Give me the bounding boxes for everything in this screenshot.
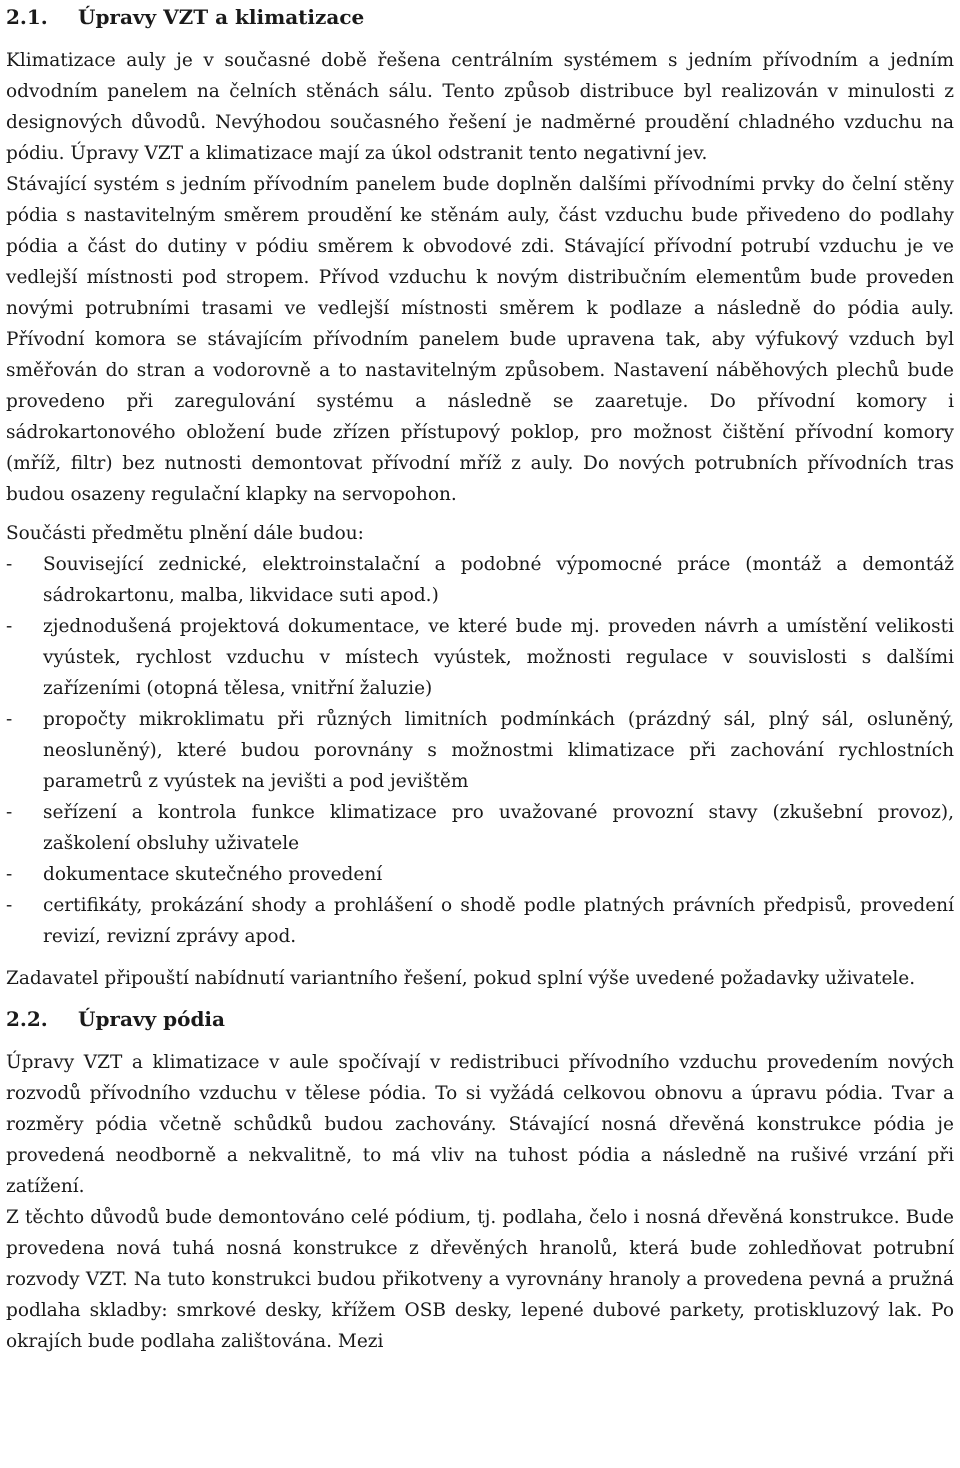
parts-intro: Součásti předmětu plnění dále budou: bbox=[6, 523, 364, 544]
list-item bbox=[6, 611, 954, 704]
dash-bullet: - bbox=[6, 616, 13, 637]
paragraph-podium-demolition: Z těchto důvodů bude demontováno celé pódium, tj. podlaha, čelo i nosná dřevěná konstrukce. Bude provedena nová tuhá nosná konstrukce z dřevěných hranolů, která bude zohledňovat potrubní rozvody VZT. Na tuto konstrukci budou přikotveny a vyrovnány hranoly a provedena pevná a pružná podlaha skladby: smrkové desky, křížem OSB desky, lepené dubové parkety, protiskluzový lak. Po okrajích bude podlaha zalištována. Mezi bbox=[6, 1207, 954, 1352]
list-item-text: zjednodušená projektová dokumentace, ve které bude mj. proveden návrh a umístění velikosti vyústek, rychlost vzduchu v místech vyústek, možnosti regulace v souvislosti s dalšími zařízeními (otopná tělesa, vnitřní žaluzie) bbox=[43, 616, 954, 699]
list-item bbox=[6, 797, 954, 859]
list-item-text: certifikáty, prokázání shody a prohlášení o shodě podle platných právních předpisů, provedení revizí, revizní zprávy apod. bbox=[43, 895, 954, 947]
section-heading-vzt bbox=[6, 0, 954, 33]
list-item-text: propočty mikroklimatu při různých limitních podmínkách (prázdný sál, plný sál, osluněný, neosluněný), které budou porovnány s možnostmi klimatizace při zachování rychlostních parametrů z vyústek na jevišti a pod jevištěm bbox=[43, 709, 954, 792]
section-heading-podium bbox=[6, 1004, 954, 1035]
list-item bbox=[6, 704, 954, 797]
list-item bbox=[6, 549, 954, 611]
dash-bullet: - bbox=[6, 802, 13, 823]
paragraph-existing-system: Stávající systém s jedním přívodním panelem bude doplněn dalšími přívodními prvky do čelní stěny pódia s nastavitelným směrem proudění ke stěnám auly, část vzduchu bude přivedeno do podlahy pódia a část do dutiny v pódiu směrem k obvodové zdi. Stávající přívodní potrubí vzduchu je ve vedlejší místnosti pod stropem. Přívod vzduchu k novým distribučním elementům bude proveden novými potrubními trasami ve vedlejší místnosti směrem k podlaze a následně do pódia auly. Přívodní komora se stávajícím přívodním panelem bude upravena tak, aby výfukový vzduch byl směřován do stran a vodorovně a to nastavitelným způsobem. Nastavení náběhových plechů bude provedeno při zaregulování systému a následně se zaaretuje. Do přívodní komory i sádrokartonového obložení bude zřízen přístupový poklop, pro možnost čištění přívodní komory (mříž, filtr) bez nutnosti demontovat přívodní mříž z auly. Do nových potrubních přívodních tras budou osazeny regulační klapky na servopohon. bbox=[6, 174, 954, 505]
dash-bullet: - bbox=[6, 554, 13, 575]
list-item-text: Související zednické, elektroinstalační a podobné výpomocné práce (montáž a demontáž sádrokartonu, malba, likvidace suti apod.) bbox=[43, 554, 954, 606]
dash-bullet: - bbox=[6, 864, 13, 885]
dash-bullet: - bbox=[6, 709, 13, 730]
dash-bullet: - bbox=[6, 895, 13, 916]
section-title: Úpravy pódia bbox=[78, 1007, 225, 1031]
parts-list bbox=[6, 549, 954, 952]
section-number: 2.2. bbox=[6, 1007, 48, 1031]
list-item bbox=[6, 859, 954, 890]
paragraph-variant-note: Zadavatel připouští nabídnutí variantního řešení, pokud splní výše uvedené požadavky uživatele. bbox=[6, 968, 916, 989]
list-item bbox=[6, 890, 954, 952]
list-item-text: seřízení a kontrola funkce klimatizace pro uvažované provozní stavy (zkušební provoz), zaškolení obsluhy uživatele bbox=[43, 802, 954, 854]
paragraph-intro: Klimatizace auly je v současné době řešena centrálním systémem s jedním přívodním a jedním odvodním panelem na čelních stěnách sálu. Tento způsob distribuce byl realizován v minulosti z designových důvodů. Nevýhodou současného řešení je nadměrné proudění chladného vzduchu na pódiu. Úpravy VZT a klimatizace mají za úkol odstranit tento negativní jev. bbox=[6, 50, 954, 164]
section-number: 2.1. bbox=[6, 5, 48, 29]
paragraph-podium-intro: Úpravy VZT a klimatizace v aule spočívají v redistribuci přívodního vzduchu provedením nových rozvodů přívodního vzduchu v tělese pódia. To si vyžádá celkovou obnovu a úpravu pódia. Tvar a rozměry pódia včetně schůdků budou zachovány. Stávající nosná dřevěná konstrukce pódia je provedená neodborně a nekvalitně, to má vliv na tuhost pódia a následně na rušivé vrzání při zatížení. bbox=[6, 1052, 954, 1197]
list-item-text: dokumentace skutečného provedení bbox=[43, 864, 383, 885]
section-title: Úpravy VZT a klimatizace bbox=[78, 5, 365, 29]
